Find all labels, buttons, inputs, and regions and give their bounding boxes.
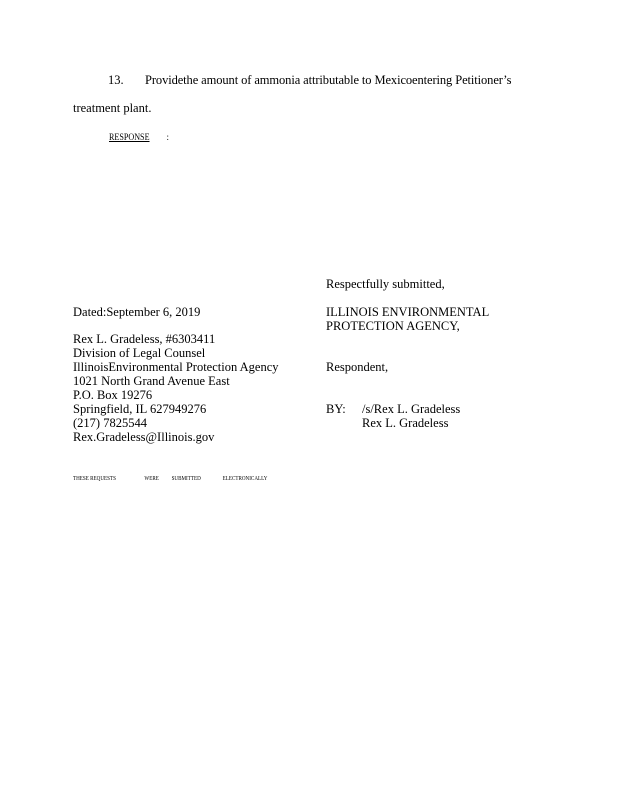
electronic-submission-note [73, 472, 267, 486]
counsel-street: 1021 North Grand Avenue East [73, 374, 230, 388]
response-colon: : [166, 132, 169, 142]
counsel-division: Division of Legal Counsel [73, 346, 206, 360]
agency-name-line-1: ILLINOIS ENVIRONMENTAL [326, 305, 490, 319]
respondent-label: Respondent, [326, 360, 389, 374]
question-text-line-1: Providethe amount of ammonia attributable to Mexicoentering Petitioner’s [145, 73, 512, 87]
response-heading [109, 130, 169, 144]
signer-name: Rex L. Gradeless [362, 416, 449, 430]
footer-word-1: THESE REQUESTS [73, 476, 116, 482]
dated-line: Dated:September 6, 2019 [73, 305, 201, 319]
counsel-po-box: P.O. Box 19276 [73, 388, 153, 402]
respectfully-submitted: Respectfully submitted, [326, 277, 445, 291]
counsel-signature-block [73, 332, 279, 444]
question-text-line-2: treatment plant. [73, 101, 152, 115]
signature-block [362, 402, 460, 430]
agency-name-line-2: PROTECTION AGENCY, [326, 319, 460, 333]
agency-name [326, 305, 489, 333]
by-label: BY: [326, 402, 346, 416]
footer-word-2: WERE [144, 476, 159, 482]
counsel-email: Rex.Gradeless@Illinois.gov [73, 430, 215, 444]
response-label: RESPONSE [109, 132, 150, 142]
counsel-city: Springfield, IL 627949276 [73, 402, 207, 416]
electronic-signature: /s/Rex L. Gradeless [362, 402, 461, 416]
footer-word-3: SUBMITTED [171, 476, 201, 482]
question-number: 13. [108, 73, 124, 87]
footer-word-4: ELECTRONICALLY [222, 476, 268, 482]
counsel-agency: IllinoisEnvironmental Protection Agency [73, 360, 279, 374]
counsel-phone: (217) 7825544 [73, 416, 147, 430]
counsel-name: Rex L. Gradeless, #6303411 [73, 332, 216, 346]
